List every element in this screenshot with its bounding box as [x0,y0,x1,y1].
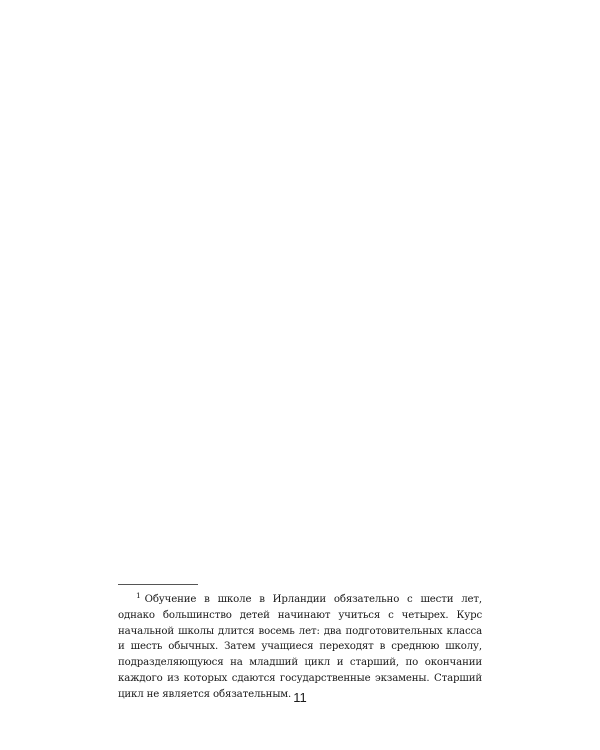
footnote-number: 1 [136,590,141,600]
footnote-separator [118,584,198,585]
footnote [118,592,482,703]
page-number: 11 [293,690,307,705]
footnote-text: Обучение в школе в Ирландии обязательно с шести лет, однако большинство детей начинают учиться с четырех. Курс начальной школы длится восемь лет: два подготовительных класса и шесть обычных. Затем учащиеся переходят в среднюю школу, подразделяющуюся на младший цикл и старший, по окончании каждого из которых сдаются государственные экзамены. Старший цикл не является обязательным. [118,594,482,700]
